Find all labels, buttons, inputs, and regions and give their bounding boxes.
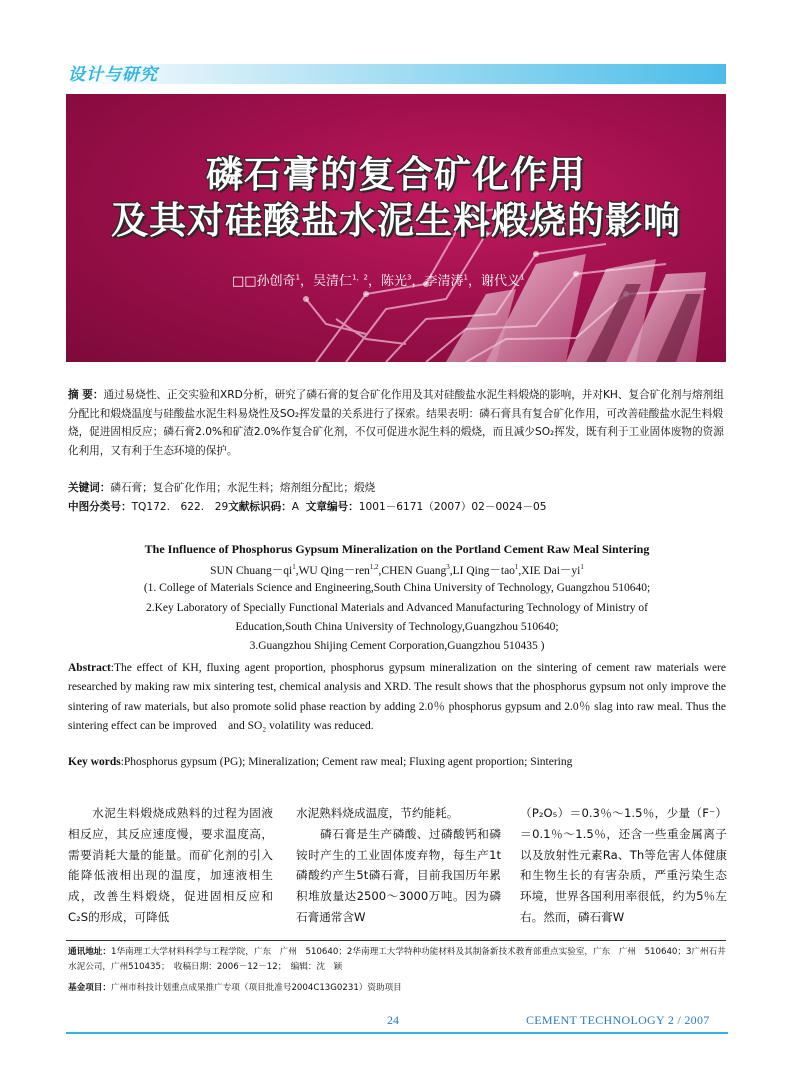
abstract-cn: [68, 386, 728, 460]
doc-code-value: A: [291, 501, 300, 513]
affiliation-line: 3.Guangzhou Shijing Cement Corporation,Guangzhou 510435 ): [249, 640, 545, 652]
keywords-cn-text: 磷石膏；复合矿化作用；水泥生料；熔剂组分配比；煅烧: [110, 482, 376, 494]
author-affil: 1: [295, 273, 301, 282]
author-affil: 1: [580, 563, 584, 572]
article-no-label: 文章编号：: [305, 501, 359, 513]
clc-value: TQ172. 622. 29: [131, 501, 229, 513]
keywords-cn: [68, 479, 728, 498]
author-name: ，陈光: [367, 274, 407, 289]
fund-text: 广州市科技计划重点成果推广专项（项目批准号2004C13G0231）资助项目: [110, 983, 402, 993]
abstract-label: Abstract: [68, 662, 111, 674]
title-line-1: 磷石膏的复合矿化作用: [206, 153, 586, 196]
section-header-bar: [66, 64, 726, 84]
affiliation-line: 2.Key Laboratory of Specially Functional Materials and Advanced Manufacturing Technology of Ministry of: [146, 602, 648, 614]
affiliation-line: Education,South China University of Technology,Guangzhou 510640;: [235, 621, 559, 633]
title-line-2: 及其对硅酸盐水泥生料煅烧的影响: [111, 199, 681, 242]
authors-cn: [232, 270, 524, 289]
author-name: ,XIE Dai－yi: [518, 565, 581, 577]
address-text: 1华南理工大学材料科学与工程学院，广东 广州 510640；2华南理工大学特种功能材料及其制备新技术教育部重点实验室，广东 广州 510640；3广州石井水泥公司，广州510435； 收稿日期：2006－12－12； 编辑：沈 颖: [68, 947, 726, 972]
author-name: ,WU Qing－ren: [295, 565, 370, 577]
author-name: ，谢代义: [467, 274, 520, 289]
author-affil: 1,2: [369, 563, 379, 572]
fund-label: 基金项目：: [68, 983, 111, 993]
classification-line: [68, 498, 728, 517]
author-affil: 3: [446, 563, 450, 572]
author-name: SUN Chuang－qi: [210, 565, 293, 577]
author-affil: 1: [463, 273, 468, 282]
footnote-fund: [68, 981, 726, 996]
body-paragraph: 磷石膏是生产磷酸、过磷酸钙和磷铵时产生的工业固体废弃物，每生产1t磷酸约产生5t磷石膏，目前我国历年累积堆放量达2500～3000万吨。因为磷石膏通常含W: [296, 826, 501, 924]
body-column-1: [68, 803, 273, 928]
abstract-cn-text: 通过易烧性、正交实验和XRD分析，研究了磷石膏的复合矿化作用及其对硅酸盐水泥生料煅烧的影响，并对KH、复合矿化剂与熔剂组分配比和煅烧温度与硅酸盐水泥生料易烧性及SO₂挥发量的关系进行了探索。结果表明：磷石膏具有复合矿化作用，可改善硅酸盐水泥生料煅烧，促进固相反应；磷石膏2.0%和矿渣2.0%作复合矿化剂，不仅可促进水泥生料的煅烧，而且减少SO₂挥发，既有利于工业固体废物的资源化利用，又有利于生态环境的保护。: [68, 389, 724, 457]
address-label: 通讯地址：: [68, 947, 111, 957]
author-name: ，李清涛: [411, 274, 464, 289]
author-name: ，吴清仁: [300, 274, 353, 289]
footnote-divider: [66, 940, 726, 941]
body-column-3: [520, 803, 727, 928]
clc-label: 中图分类号：: [68, 501, 132, 513]
abstract-cn-label: 摘 要：: [68, 389, 104, 401]
author-affil: 1: [519, 273, 525, 282]
footnote-address: [68, 945, 726, 975]
body-paragraph: 水泥生料煅烧成熟料的过程为固液相反应，其反应速度慢，要求温度高，需要消耗大量的能量。而矿化剂的引入能降低液相出现的温度，加速液相生成，改善生料煅烧，促进固相反应和C₂S的形成，可降低: [68, 806, 273, 924]
body-paragraph: 水泥熟料烧成温度，节约能耗。: [296, 806, 459, 820]
keywords-text: :Phosphorus gypsum (PG); Mineralization; Cement raw meal; Fluxing agent proportion; Sintering: [120, 756, 573, 768]
author-affil: 1: [514, 563, 519, 572]
author-name: ,LI Qing－tao: [449, 565, 515, 577]
author-name: □□孙创奇: [232, 274, 296, 289]
article-no-value: 1001－6171（2007）02－0024－05: [358, 501, 547, 513]
affiliation-line: (1. College of Materials Science and Engineering,South China University of Technology, Guangzhou 510640;: [143, 582, 651, 594]
english-authors: [66, 562, 728, 578]
author-affil: 1，2: [352, 273, 368, 282]
doc-code-label: 文献标识码：: [228, 501, 292, 513]
footer-rule: [66, 1032, 728, 1034]
english-abstract: [68, 659, 726, 736]
author-affil: 1: [292, 563, 296, 572]
keywords-cn-label: 关键词：: [68, 482, 111, 494]
journal-name: CEMENT TECHNOLOGY 2 / 2007: [526, 1013, 710, 1027]
english-title: The Influence of Phosphorus Gypsum Mineralization on the Portland Cement Raw Meal Sintering: [144, 542, 650, 556]
body-paragraph: （P₂O₅）＝0.3％～1.5％，少量（F⁻）＝0.1％～1.5％，还含一些重金属离子以及放射性元素Ra、Th等危害人体健康和生物生长的有害杂质，严重污染生态环境，世界各国利用率很低，约为5％左右。然而，磷石膏W: [520, 806, 727, 924]
english-keywords: [68, 756, 726, 768]
page-number: 24: [387, 1013, 399, 1027]
title-banner: [66, 94, 726, 362]
body-column-2: [296, 803, 501, 928]
section-label: 设计与研究: [68, 65, 158, 85]
author-affil: 3: [407, 273, 412, 282]
abstract-text: :The effect of KH, fluxing agent proportion, phosphorus gypsum mineralization on the sintering of cement raw materials were researched by making raw mix sintering test, chemical analysis and XRD. The result shows that the phosphorus gypsum not only improve the sintering of raw materials, but also promote solid phase reaction by adding 2.0％ phosphorus gypsum and 2.0％ slag into raw meal. Thus the sintering effect can be improved and SO₂ volatility was reduced.: [68, 662, 726, 732]
author-name: ,CHEN Guang: [378, 565, 447, 577]
keywords-label: Key words: [68, 756, 121, 768]
